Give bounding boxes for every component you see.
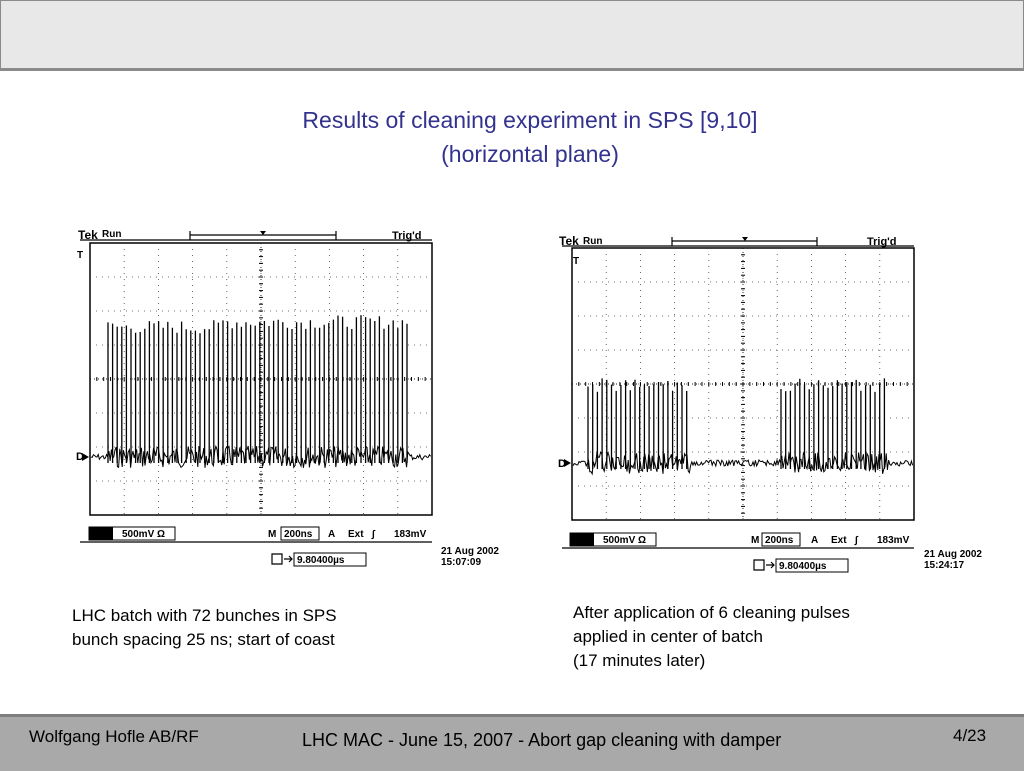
capture-time: 15:24:17 — [924, 560, 965, 571]
time-per-div: 200ns — [284, 529, 313, 540]
channel-label: Ch1 — [573, 535, 592, 546]
volts-per-div: 500mV Ω — [122, 529, 166, 540]
trigger-level: 183mV — [394, 529, 427, 540]
delay-value: 9.80400µs — [779, 561, 827, 572]
caption-right-line3: (17 minutes later) — [573, 651, 706, 670]
footer-author: Wolfgang Hofle AB/RF — [29, 727, 199, 746]
oscilloscope-right-plot — [555, 231, 1005, 576]
tek-logo: Tek — [559, 234, 579, 248]
capture-time: 15:07:09 — [441, 557, 482, 568]
bunch-spikes — [781, 378, 884, 469]
time-per-div: 200ns — [765, 535, 794, 546]
trigger-slope: ∫ — [855, 535, 858, 546]
caption-right-line2: applied in center of batch — [573, 627, 763, 646]
caption-right — [573, 601, 850, 673]
trigger-source: Ext — [831, 535, 847, 546]
caption-left-line1: LHC batch with 72 bunches in SPS — [72, 606, 337, 625]
caption-left-line2: bunch spacing 25 ns; start of coast — [72, 630, 335, 649]
m-label: M — [268, 529, 277, 540]
a-label: A — [328, 529, 336, 540]
footer-event: LHC MAC - June 15, 2007 - Abort gap cleaning with damper — [302, 730, 782, 750]
delay-value: 9.80400µs — [297, 555, 345, 566]
trigger-level: 183mV — [877, 535, 910, 546]
trigger-position-marker — [742, 237, 748, 241]
oscilloscope-right — [555, 231, 1005, 576]
channel-label: Ch1 — [92, 529, 111, 540]
caption-right-line1: After application of 6 cleaning pulses — [573, 603, 850, 622]
volts-per-div: 500mV Ω — [603, 535, 647, 546]
trig-status: Trig'd — [867, 236, 897, 248]
trigger-slope: ∫ — [372, 529, 375, 540]
slide-title — [0, 103, 1024, 171]
ground-marker: D — [76, 451, 84, 463]
trigger-delay-icon — [272, 554, 292, 564]
capture-date: 21 Aug 2002 — [441, 546, 499, 557]
slide-title-line2: (horizontal plane) — [441, 141, 619, 167]
caption-left — [72, 604, 337, 652]
trigger-marker: T — [573, 256, 580, 267]
slide-title-line1: Results of cleaning experiment in SPS [9,10] — [302, 107, 758, 133]
trigger-position-marker — [260, 231, 266, 235]
ground-marker: D — [558, 458, 566, 470]
page-number: 4/23 — [953, 726, 987, 745]
trigger-marker: T — [77, 250, 84, 261]
run-status: Run — [102, 229, 122, 240]
trigger-source: Ext — [348, 529, 364, 540]
oscilloscope-left-plot — [72, 225, 522, 570]
trigger-delay-icon — [754, 560, 774, 570]
bunch-spikes — [223, 315, 407, 463]
oscilloscope-left — [72, 225, 522, 570]
capture-date: 21 Aug 2002 — [924, 549, 982, 560]
run-status: Run — [583, 236, 603, 247]
m-label: M — [751, 535, 760, 546]
top-header-bar — [0, 0, 1024, 71]
footer-bar — [0, 714, 1024, 771]
trig-status: Trig'd — [392, 230, 422, 242]
a-label: A — [811, 535, 819, 546]
tek-logo: Tek — [78, 228, 98, 242]
